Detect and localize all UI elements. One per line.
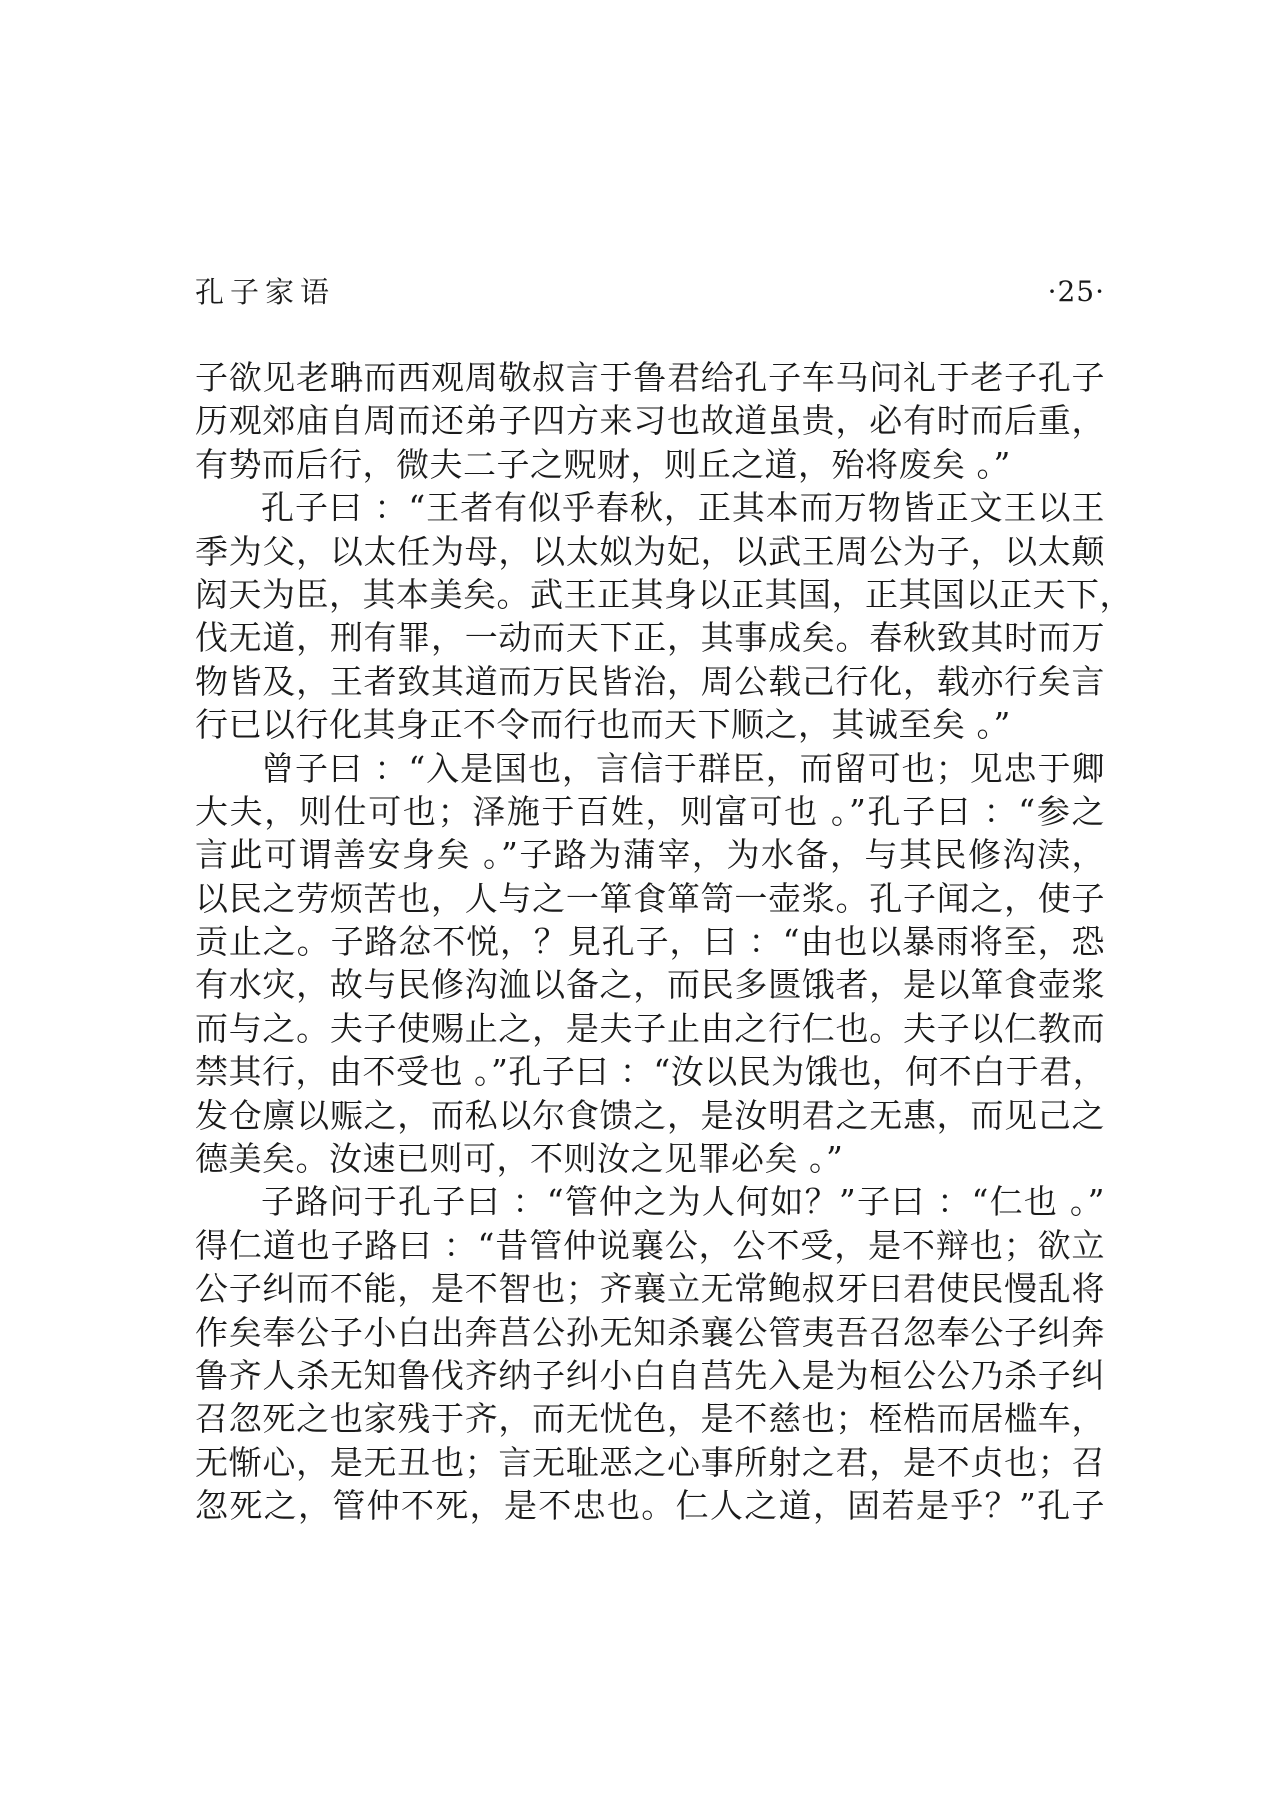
text-line: 鲁齐人杀无知鲁伐齐纳子纠小白自莒先入是为桓公公乃杀子纠 <box>195 1355 1105 1395</box>
text-line: 无惭心，是无丑也；言无耻恶之心事所射之君，是不贞也；召 <box>195 1442 1105 1482</box>
text-line: 忽死之，管仲不死，是不忠也。仁人之道，固若是乎？”孔子 <box>195 1486 1105 1526</box>
text-line: 行已以行化其身正不令而行也而天下顺之，其诚至矣 。” <box>195 705 1011 745</box>
text-line: 子路问于孔子曰 ：“管仲之为人何如？”子曰 ：“仁也 。” <box>261 1182 1105 1222</box>
text-line: 作矣奉公子小白出奔莒公孙无知杀襄公管夷吾召忽奉公子纠奔 <box>195 1312 1105 1352</box>
text-line: 得仁道也子路曰 ：“昔管仲说襄公，公不受，是不辩也；欲立 <box>195 1225 1105 1265</box>
text-line: 闳天为臣，其本美矣。武王正其身以正其国，正其国以正天下， <box>195 574 1133 614</box>
page-number: ·25· <box>1047 275 1105 308</box>
text-line: 以民之劳烦苦也，人与之一箪食箪笥一壶浆。孔子闻之，使子 <box>195 878 1105 918</box>
text-line: 有势而后行，微夫二子之贶财，则丘之道，殆将废矣 。” <box>195 444 1011 484</box>
running-head <box>195 270 1105 314</box>
text-line: 伐无道，刑有罪，一动而天下正，其事成矣。春秋致其时而万 <box>195 618 1105 658</box>
text-line: 子欲见老聃而西观周敬叔言于鲁君给孔子车马问礼于老子孔子 <box>195 358 1105 397</box>
body-text <box>195 356 1133 1528</box>
text-line: 大夫，则仕可也；泽施于百姓，则富可也 。”孔子曰 ：“参之 <box>195 791 1105 831</box>
text-line: 而与之。夫子使赐止之，是夫子止由之行仁也。夫子以仁教而 <box>195 1008 1105 1048</box>
text-line: 德美矣。汝速已则可，不则汝之见罪必矣 。” <box>195 1139 844 1179</box>
text-line: 季为父，以太任为母，以太姒为妃，以武王周公为子，以太颠 <box>195 531 1105 571</box>
book-title: 孔子家语 <box>195 275 336 309</box>
text-line: 发仓廪以赈之，而私以尔食馈之，是汝明君之无惠，而见己之 <box>195 1095 1105 1135</box>
text-line: 有水灾，故与民修沟洫以备之，而民多匮饿者，是以箪食壶浆 <box>195 965 1105 1005</box>
text-line: 言此可谓善安身矣 。”子路为蒲宰，为水备，与其民修沟渎， <box>195 835 1105 875</box>
text-line: 召忽死之也家残于齐，而无忧色，是不慈也；桎梏而居槛车， <box>195 1399 1105 1439</box>
text-line: 历观郊庙自周而还弟子四方来习也故道虽贵，必有时而后重， <box>195 401 1105 441</box>
text-line: 曾子曰 ：“入是国也，言信于群臣，而留可也；见忠于卿 <box>261 748 1105 788</box>
text-line: 物皆及，王者致其道而万民皆治，周公载己行化，载亦行矣言 <box>195 661 1105 701</box>
text-line: 禁其行，由不受也 。”孔子曰 ：“汝以民为饿也，何不白于君， <box>195 1052 1107 1092</box>
text-line: 孔子曰 ：“王者有似乎春秋，正其本而万物皆正文王以王 <box>261 488 1105 528</box>
text-line: 公子纠而不能，是不智也；齐襄立无常鲍叔牙曰君使民慢乱将 <box>195 1269 1105 1309</box>
text-line: 贡止之。子路忿不悦，？見孔子，曰 ：“由也以暴雨将至，恐 <box>195 922 1105 962</box>
